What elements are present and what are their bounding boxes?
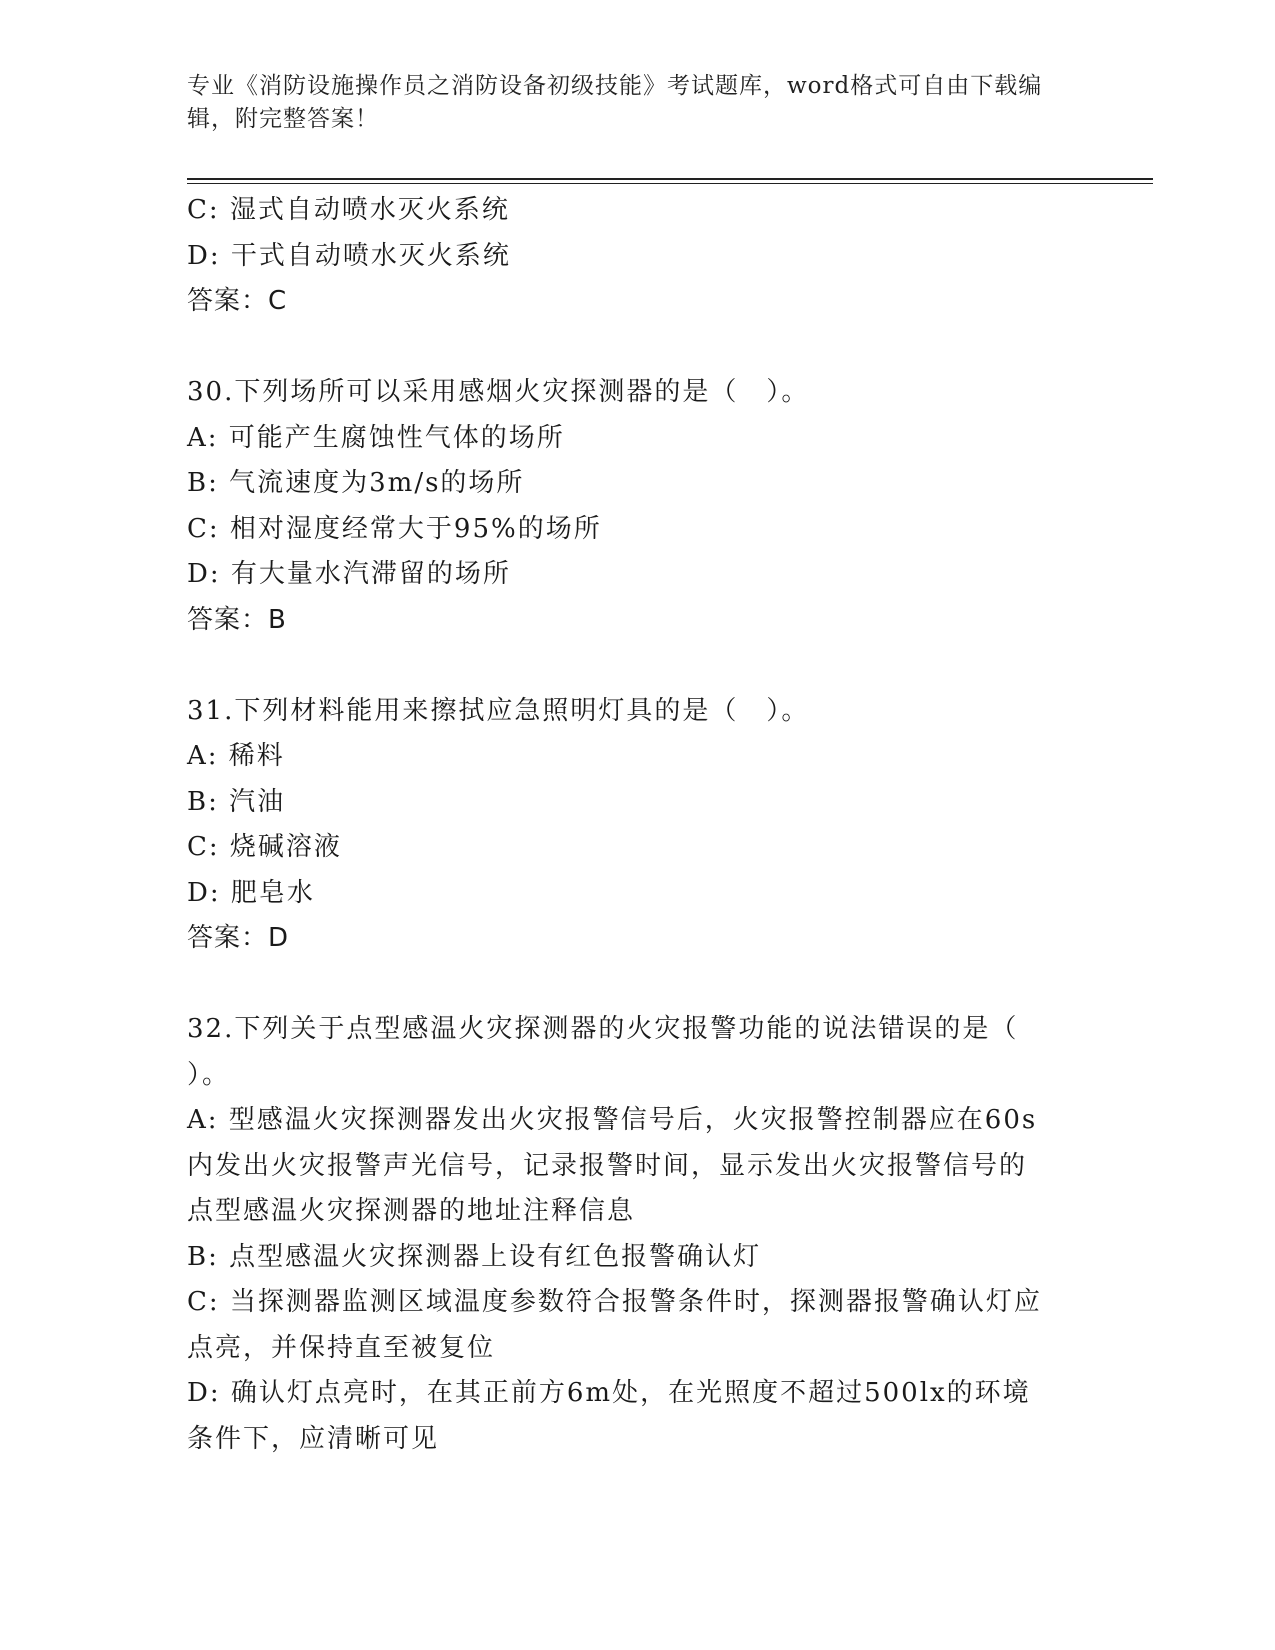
q32-option-d-line-1: D: 确认灯点亮时，在其正前方6m处，在光照度不超过500lx的环境 [187,1378,1031,1408]
question-31-block [187,689,1067,962]
question-29-block [187,188,1067,325]
q31-option-d: D: 肥皂水 [187,877,315,908]
q31-option-a: A: 稀料 [187,741,285,771]
q31-question: 31.下列材料能用来擦拭应急照明灯具的是（ ）。 [187,695,810,726]
spacer [187,643,1067,689]
q29-option-d: D: 干式自动喷水灭火系统 [187,240,511,271]
question-30-block [187,370,1067,643]
q30-option-a: A: 可能产生腐蚀性气体的场所 [187,422,565,453]
spacer [187,962,1067,1008]
header-line-2: 辑，附完整答案！ [187,106,379,132]
q30-option-d: D: 有大量水汽滞留的场所 [187,559,511,589]
q32-option-a-line-3: 点型感温火灾探测器的地址注释信息 [187,1196,636,1226]
q30-option-b: B: 气流速度为3m/s的场所 [187,468,525,498]
q29-answer: 答案：C [187,286,288,316]
q32-option-a-line-2: 内发出火灾报警声光信号，记录报警时间，显示发出火灾报警信号的 [187,1150,1028,1181]
q32-question-line-2: ）。 [187,1059,231,1090]
q32-question-line-1: 32.下列关于点型感温火灾探测器的火灾报警功能的说法错误的是（ [187,1014,1019,1044]
q30-answer: 答案：B [187,604,287,635]
q32-option-c-line-2: 点亮，并保持直至被复位 [187,1332,496,1363]
q32-option-b: B: 点型感温火灾探测器上设有红色报警确认灯 [187,1241,762,1272]
q31-option-c: C: 烧碱溶液 [187,832,342,862]
q31-answer: 答案：D [187,923,290,953]
q30-option-c: C: 相对湿度经常大于95%的场所 [187,513,602,544]
q30-question: 30.下列场所可以采用感烟火灾探测器的是（ ）。 [187,377,810,407]
question-content [187,188,1067,1462]
q29-option-c: C: 湿式自动喷水灭火系统 [187,195,510,225]
q31-option-b: B: 汽油 [187,786,286,817]
q32-option-d-line-2: 条件下，应清晰可见 [187,1423,440,1454]
spacer [187,325,1067,371]
document-header [187,70,1067,136]
q32-option-a-line-1: A: 型感温火灾探测器发出火灾报警信号后，火灾报警控制器应在60s [187,1105,1038,1135]
q32-option-c-line-1: C: 当探测器监测区域温度参数符合报警条件时，探测器报警确认灯应 [187,1287,1042,1317]
header-divider-thick [187,178,1153,180]
header-line-1: 专业《消防设施操作员之消防设备初级技能》考试题库，word格式可自由下载编 [187,73,1043,99]
header-divider-thin [187,183,1153,184]
question-32-block [187,1007,1067,1462]
